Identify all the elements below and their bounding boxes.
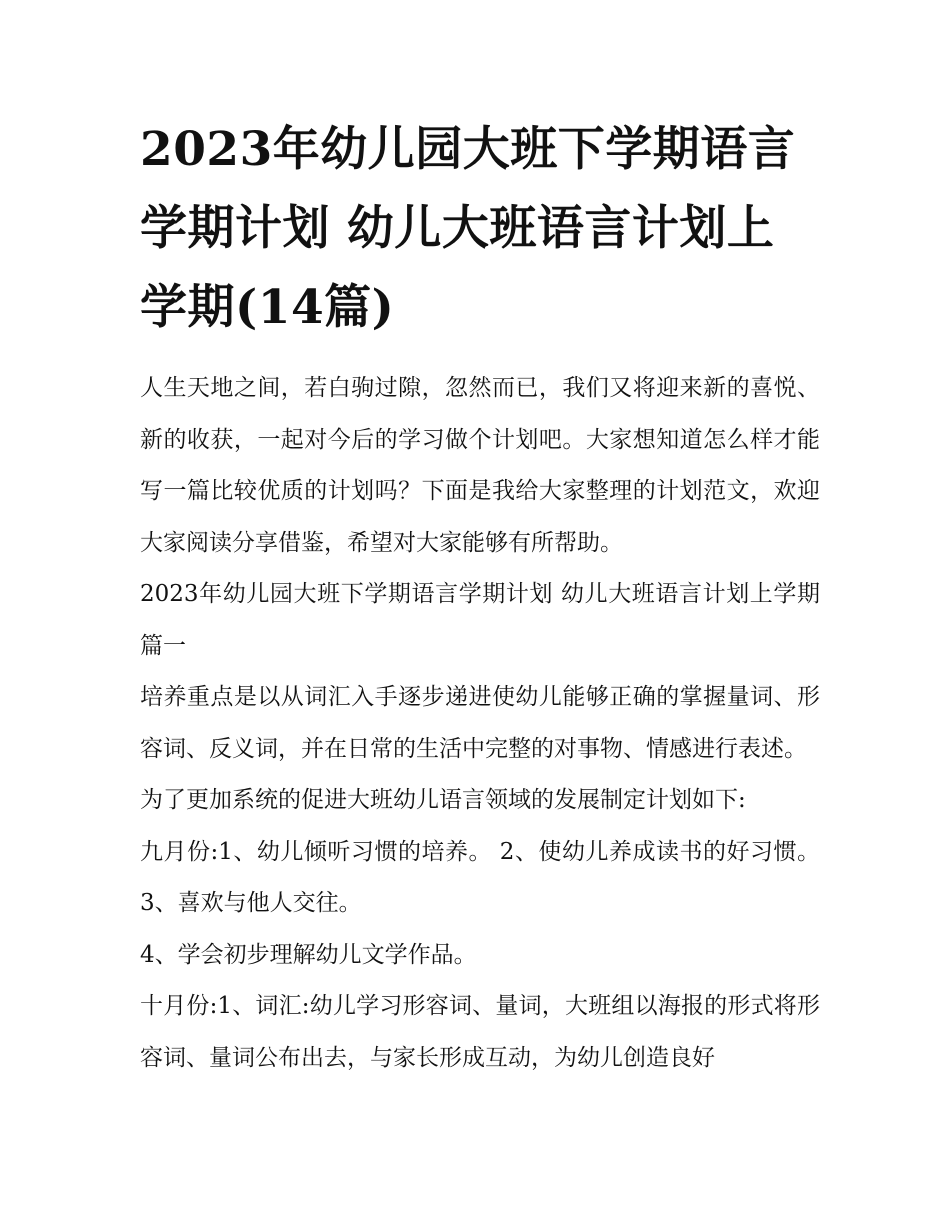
- document-title: 2023年幼儿园大班下学期语言学期计划 幼儿大班语言计划上学期(14篇): [140, 122, 796, 335]
- october-plan-paragraph: 十月份:1、词汇:幼儿学习形容词、量词，大班组以海报的形式将形容词、量词公布出去，与家长形成互动，为幼儿创造良好: [140, 993, 820, 1071]
- intro-paragraph: 人生天地之间，若白驹过隙，忽然而已，我们又将迎来新的喜悦、新的收获，一起对今后的学习做个计划吧。大家想知道怎么样才能写一篇比较优质的计划吗？下面是我给大家整理的计划范文，欢迎大家阅读分享借鉴，希望对大家能够有所帮助。: [140, 375, 820, 556]
- body-paragraph: 为了更加系统的促进大班幼儿语言领域的发展制定计划如下:: [140, 787, 746, 813]
- body-paragraph: 培养重点是以从词汇入手逐步递进使幼儿能够正确的掌握量词、形容词、反义词，并在日常的生活中完整的对事物、情感进行表述。: [140, 684, 820, 762]
- section-heading: 2023年幼儿园大班下学期语言学期计划 幼儿大班语言计划上学期篇一: [140, 581, 820, 659]
- body-paragraph: 4、学会初步理解幼儿文学作品。: [140, 941, 477, 968]
- document-body: [140, 363, 820, 1084]
- september-plan-paragraph: 九月份:1、幼儿倾听习惯的培养。 2、使幼儿养成读书的好习惯。 3、喜欢与他人交往。: [140, 838, 820, 916]
- document-page: [140, 110, 820, 1084]
